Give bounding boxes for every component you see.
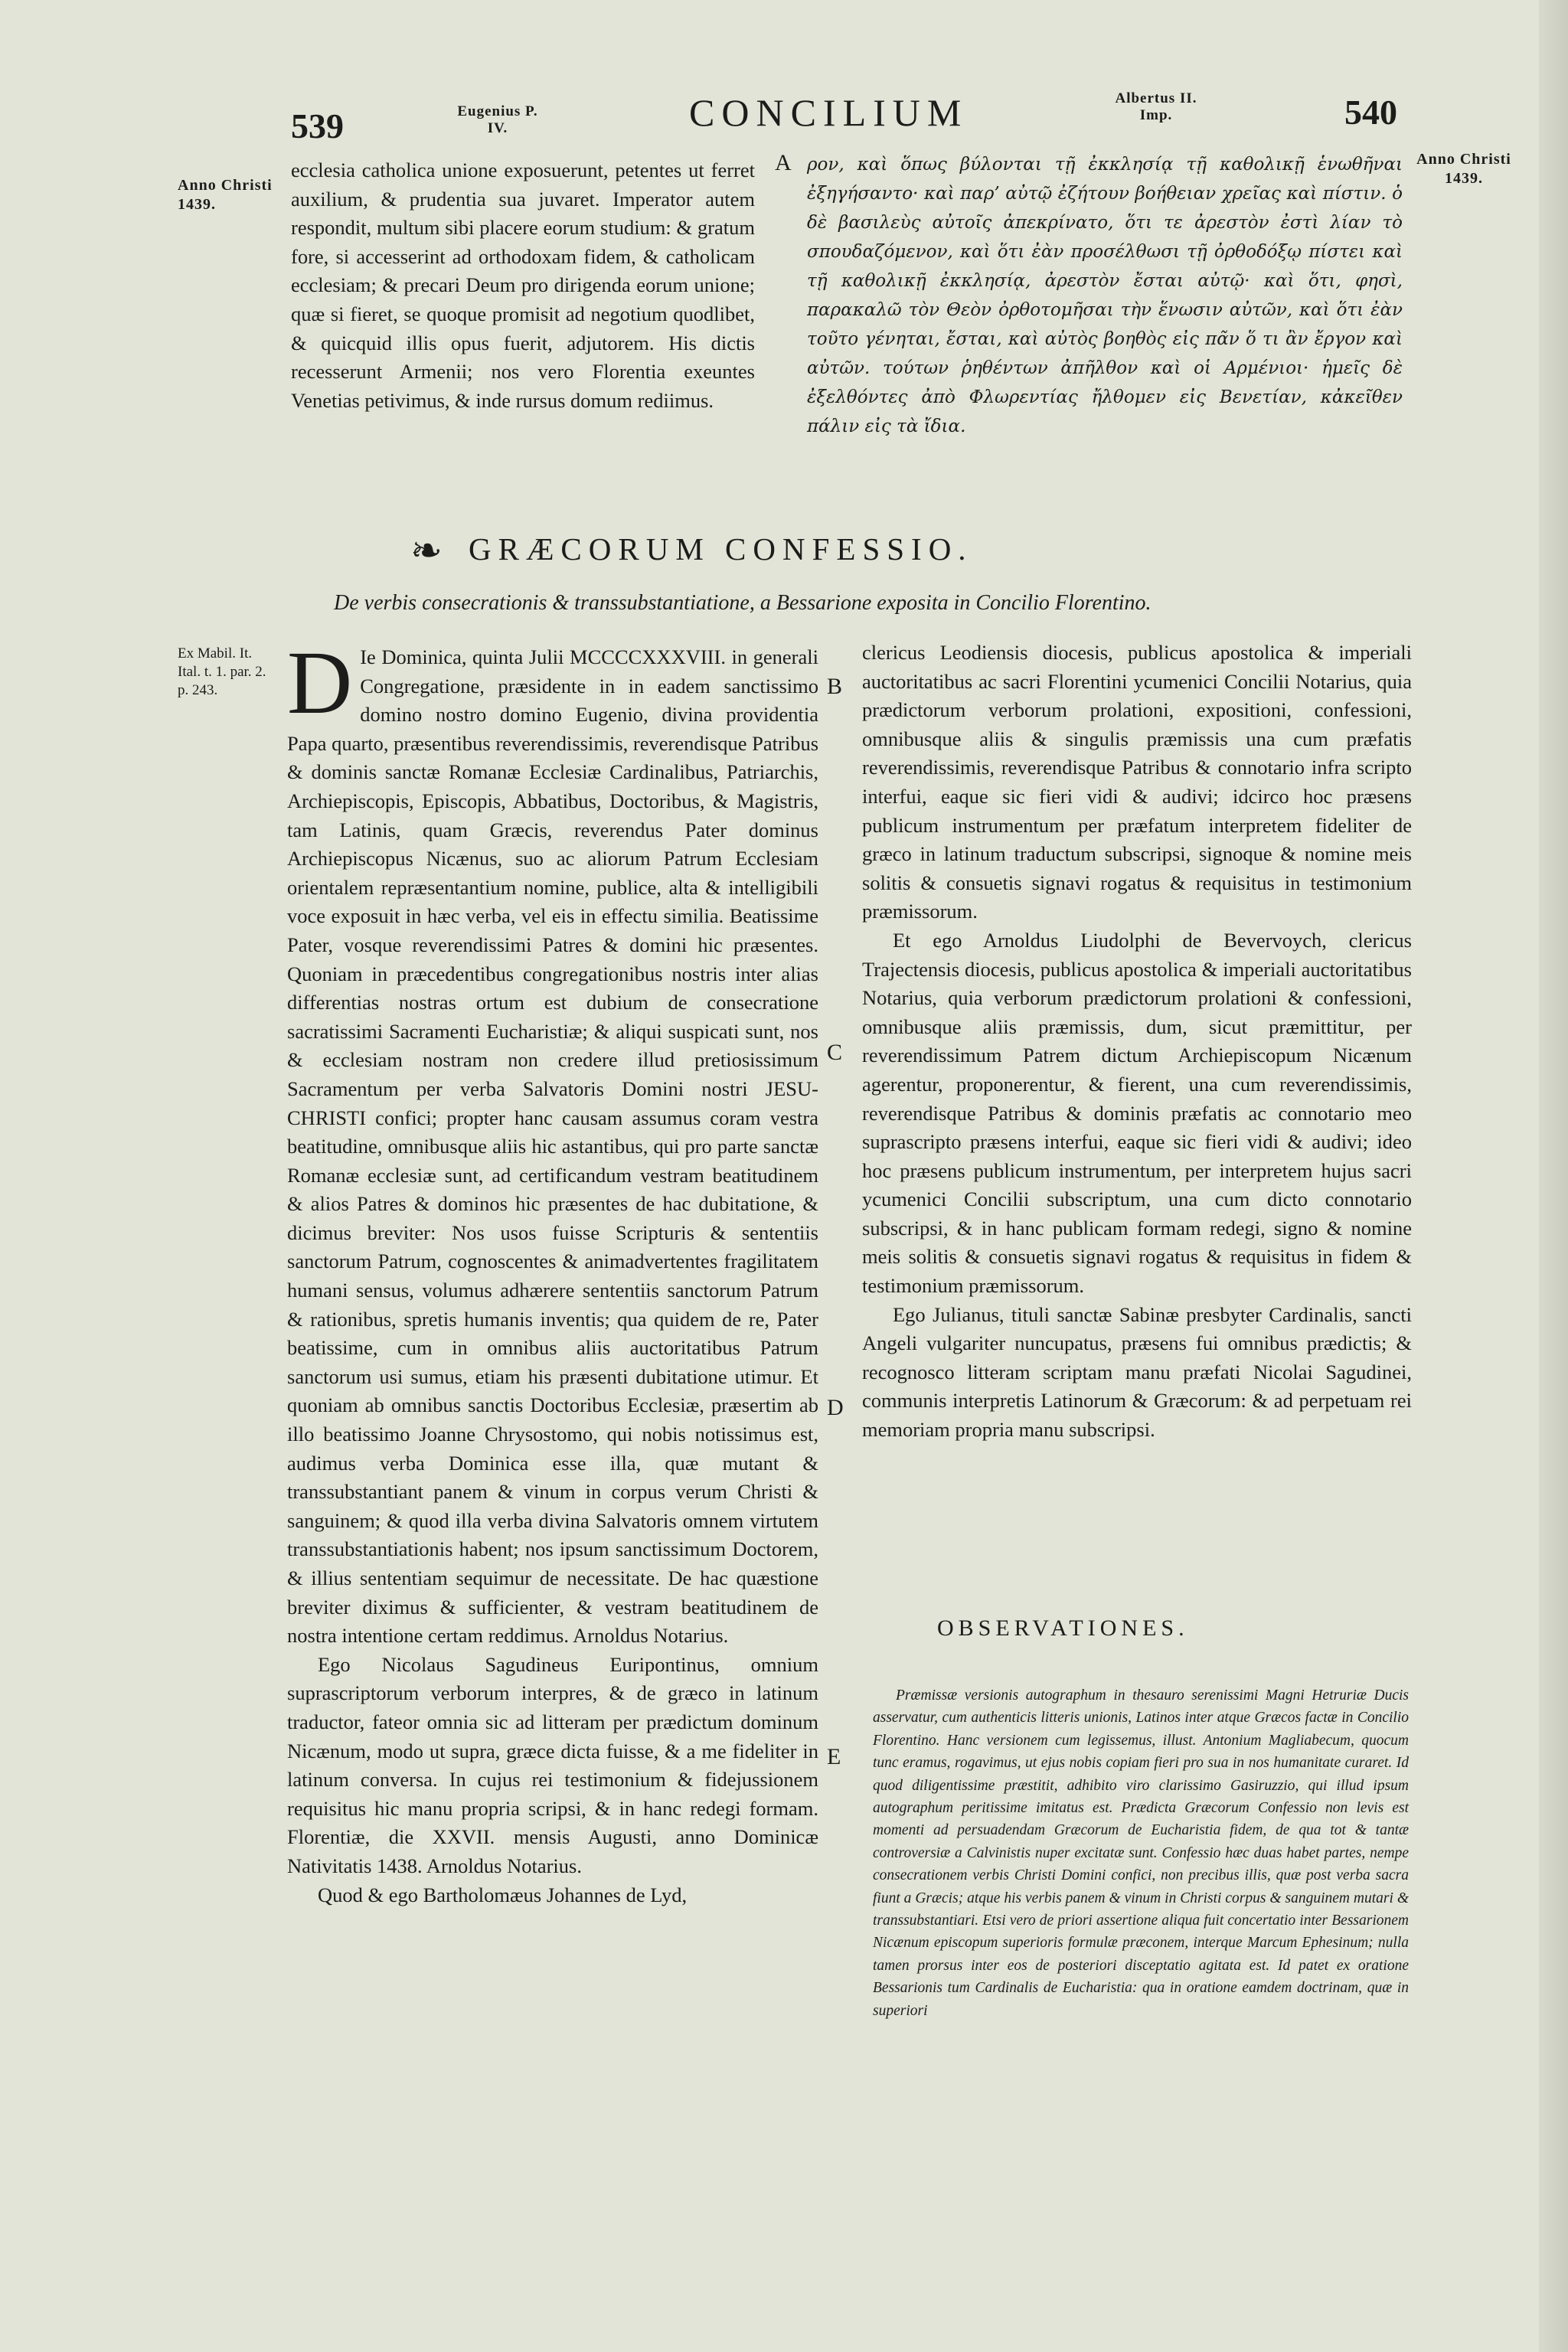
section-letter-c: C xyxy=(827,1040,843,1065)
section-letter-a: A xyxy=(775,150,792,175)
section-letter-e: E xyxy=(827,1744,841,1769)
body-right-third-paragraph: Ego Julianus, tituli sanctæ Sabinæ presbyter Cardinalis, sancti Angeli vulgariter nuncupatus, præsens fui omnibus prædictis; & recognosco litteram scriptam manu præfati Nicolai Sagudinei, communis interpretis Latinorum & Græcorum: & ad perpetuam rei memoriam propria manu subscripsi. xyxy=(862,1302,1412,1442)
body-left-third-paragraph: Quod & ego Bartholomæus Johannes de Lyd, xyxy=(318,1883,688,1906)
body-left-second-paragraph: Ego Nicolaus Sagudineus Euripontinus, omnium suprascriptorum verborum interpres, & de græco in latinum traductor, fateor omnia sic ad litteram per prædictum dominum Nicænum, modo ut supra, græce dicta fuisse, & a me fideliter in latinum conversa. In cujus rei testimonium & fidejussionem requisitus hic manu propria scripsi, & in hanc redegi formam. Florentiæ, die XXVII. mensis Augusti, anno Dominicæ Nativitatis 1438. Arnoldus Notarius. xyxy=(287,1652,818,1877)
body-right-column xyxy=(862,639,1412,1445)
left-page-number: 539 xyxy=(291,106,344,145)
page-gutter-edge xyxy=(1539,0,1568,2352)
header-emperor: Albertus II. Imp. xyxy=(1115,90,1197,123)
dropcap-letter: D xyxy=(287,632,353,733)
body-right-second-paragraph: Et ego Arnoldus Liudolphi de Bevervoych, clericus Trajectensis diocesis, publicus apostolica & imperiali auctoritatibus Notarius, quia verborum prædictorum prolationi & confessioni, omnibusque aliis præmissis, dum, sicut præmittitur, per reverendissimum Patrem dictum Archiepiscopum Nicænum agerentur, proponerentur, & fierent, una cum reverendissimis, reverendisque Patribus & dominis præfatis ac connotario meo suprascripto præsens interfui, eaque sic fieri vidi & audivi; ideo hoc præsens publicum instrumentum, per interpretem hujus sacri ycumenici Concilii subscriptum, una cum dicto connotario subscripsi, & in hanc publicam formam redegi, signo & nomine meis solitis & consuetis signavi rogatus & requisitus in fidem & testimonium præmissorum. xyxy=(862,928,1412,1298)
fleuron-ornament-icon: ❧ xyxy=(410,529,443,572)
top-right-greek-text: ρον, καὶ ὅπως βύλονται τῇ ἐκκλησίᾳ τῇ καθολικῇ ἑνωθῆναι ἐξηγήσαντο· καὶ παρ’ αὐτῷ ἐζήτουν βοήθειαν χρεῖας καὶ πίστιν. ὁ δὲ βασιλεὺς αὐτοῖς ἀπεκρίνατο, ὅτι τε ἀρεστὸν ἐστὶ λίαν τὸ σπουδαζόμενον, καὶ ὅτι ἐὰν προσέλθωσι τῇ ὀρθοδόξῳ πίστει καὶ τῇ καθολικῇ ἐκκλησίᾳ, ἀρεστὸν ἔσται αὐτῷ· καὶ ὅτι, φησὶ, παρακαλῶ τὸν Θεὸν ὀρθοτομῆσαι τὴν ἕνωσιν αὐτῶν, καὶ ὅτι ἐὰν τοῦτο γένηται, ἔσται, καὶ αὐτὸς βοηθὸς εἰς πᾶν ὅ τι ἂν ἔργον καὶ αὐτῶν. τούτων ῥηθέντων ἀπῆλθον καὶ οἱ Αρμένιοι· ἡμεῖς δὲ ἐξελθόντες ἀπὸ Φλωρεντίας ἤλθομεν εἰς Βενετίαν, κἀκεῖθεν πάλιν εἰς τὰ ἴδια. xyxy=(807,155,1403,436)
top-left-latin-text: ecclesia catholica unione exposuerunt, petentes ut ferret auxilium, & prudentia sua juvaret. Imperator autem respondit, multum sibi placere eorum studium: & gratum fore, si accesserint ad orthodoxam fidem, & catholicam ecclesiam; & precari Deum pro dirigenda eorum unione; quæ si fieret, se quoque promisit ad negotium quodlibet, & quicquid illis opus fuerit, adjutorem. His dictis recesserunt Armenii; nos vero Florentia exeuntes Venetias petivimus, & inde rursus domum rediimus. xyxy=(291,158,755,412)
right-page-number: 540 xyxy=(1344,93,1397,132)
source-note: Ex Mabil. It. Ital. t. 1. par. 2. p. 243. xyxy=(178,645,266,698)
right-margin-year: Anno Christi 1439. xyxy=(1416,151,1511,187)
section-subtitle: De verbis consecrationis & transsubstantiatione, a Bessarione exposita in Concilio Florentino. xyxy=(334,591,1152,615)
body-left-column xyxy=(287,632,819,1909)
observations-text: Præmissæ versionis autographum in thesauro serenissimi Magni Hetruriæ Ducis asservatur, cum authenticis litteris unionis, Latinos inter atque Græcos factæ in Concilio Florentino. Hanc versionem cum legissemus, illust. Antonium Magliabecum, quocum tunc eramus, rogavimus, ut ejus nobis copiam fieri pro sua in nos humanitate curaret. Id quod diligentissime præstitit, adhibito viro clarissimo Gasiruzzio, qui illud ipsum autographum peritissime imitatus est. Prædicta Græcorum Confessio non levis est momenti ad persuadendam Græcorum de Eucharistia fidem, de qua tot & tantæ controversiæ a Calvinistis nuper excitatæ sunt. Confessio hæc duas habet partes, nempe consecrationem verbis Christi Domini confici, non precibus illis, quæ post verba sacra fiunt a Græcis; atque his verbis panem & vinum in Christi corpus & sanguinem mutari & transsubstantiari. Etsi vero de priori assertione aliqua fuit concertatio inter Bessarionem Nicænum episcopum superioris formulæ præconem, interque Marcum Ephesinum; nulla tamen prorsus inter eos de posteriori disceptatio agitata est. Id patet ex oratione Bessarionis tum Cardinalis de Eucharistia: qua in oratione eamdem doctrinam, quæ in superiori xyxy=(873,1687,1409,2019)
body-left-first-text: Ie Dominica, quinta Julii MCCCCXXXVIII. in generali Congregatione, præsidente in in eadem sanctissimo domino nostro domino Eugenio, divina providentia Papa quarto, præsentibus reverendissimis, reverendisque Patribus & dominis sanctæ Romanæ Ecclesiæ Cardinalibus, Patriarchis, Archiepiscopis, Episcopis, Abbatibus, Doctoribus, & Magistris, tam Latinis, quam Græcis, reverendus Pater dominus Archiepiscopus Nicænus, suo ac aliorum Patrum Ecclesiam orientalem repræsentantium nomine, publice, alta & intelligibili voce exposuit in hæc verba, vel eis in effectu similia. Beatissime Pater, vosque reverendissimi Patres & domini hic præsentes. Quoniam in præcedentibus congregationibus nostris inter alias differentias nostras ortum est dubium de consecratione sacratissimi Sacramenti Eucharistiæ; & aliqui suspicati sunt, nos & ecclesiam nostram non credere illud pretiosissimum Sacramentum per verba Salvatoris Domini nostri JESU-CHRISTI confici; propter hanc causam assumus coram vestra beatitudine, omnibusque aliis hic astantibus, qui pro parte sanctæ Romanæ ecclesiæ sunt, ad certificandum vestram beatitudinem & alios Patres & dominos hic præsentes de hac dubitatione, & dicimus breviter: Nos usos fuisse Scripturis & sententiis sanctorum Patrum, cognoscentes & animadvertentes fragilitatem humani sensus, volumus adhærere sententiis sanctorum Patrum & rationibus, spretis humanis inventis; qua quidem de re, Pater beatissime, cum in omnibus aliis auctoritatibus Patrum sanctorum usi sumus, etiam his præsenti dubitatione utimur. Et quoniam ab omnibus sanctis Doctoribus Ecclesiæ, præsertim ab illo beatissimo Joanne Chrysostomo, qui nobis notissimus est, audimus verba Dominica esse illa, quæ mutant & transsubstantiant panem & vinum in corpus verum Christi & sanguinem; & quod illa verba divina Salvatoris omnem virtutem transsubstantiationis habent; nos ipsum sanctissimum Doctorem, & illius sententiam sequimur de necessitate. De hac quæstione breviter diximus & sufficienter, & vestram beatitudinem de nostra intentione certam reddimus. Arnoldus Notarius. xyxy=(287,645,819,1648)
running-title: CONCILIUM xyxy=(689,91,969,134)
body-right-first-paragraph: clericus Leodiensis diocesis, publicus apostolica & imperiali auctoritatibus ac sacri Florentini ycumenici Concilii Notarius, quia prædictorum verborum prolationi, expositioni, confessioni, omnibusque aliis & singulis præmissis una cum præfatis reverendissimis, reverendisque Patribus & connotario infra scripto interfui, eaque sic fieri vidi & audivi; idcirco hoc præsens publicum instrumentum per præfatum interpretem fideliter de græco in latinum traductum subscripsi, signoque & nomine meis solitis & consuetis signavi rogatus & requisitus in testimonium præmissorum. xyxy=(862,641,1412,923)
section-letter-b: B xyxy=(827,674,843,699)
section-title: GRÆCORUM CONFESSIO. xyxy=(469,531,973,567)
section-letter-d: D xyxy=(827,1395,844,1420)
body-left-first-paragraph xyxy=(287,632,819,1651)
observations-title: OBSERVATIONES. xyxy=(937,1615,1189,1641)
left-margin-year: Anno Christi 1439. xyxy=(178,177,273,213)
header-pope: Eugenius P. IV. xyxy=(457,103,538,136)
